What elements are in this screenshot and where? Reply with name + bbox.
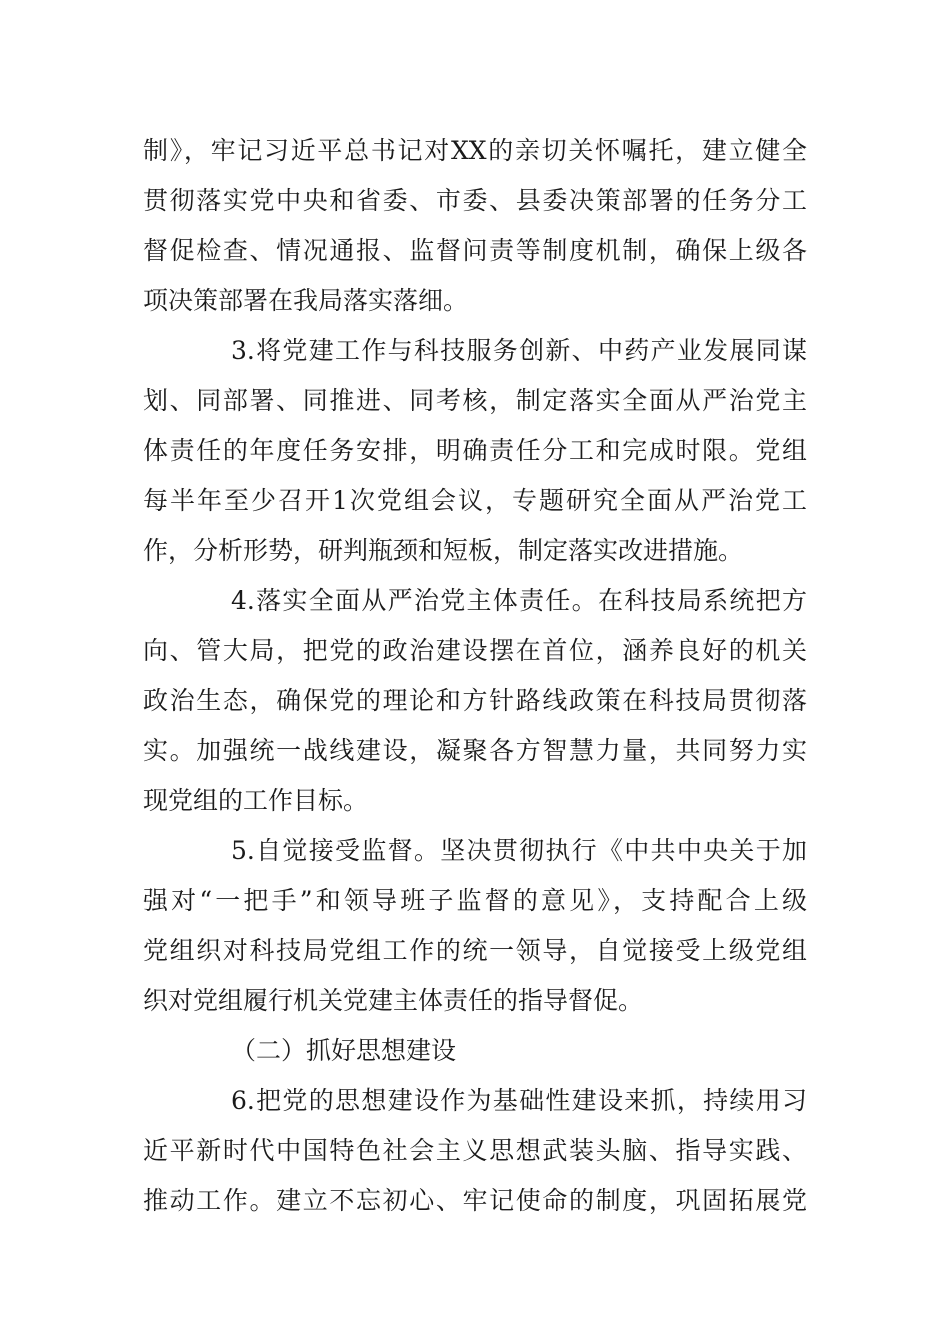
paragraph-item-4	[143, 576, 807, 826]
section-heading-text: （二）抓好思想建设	[231, 1036, 457, 1065]
text-line: 政治生态，确保党的理论和方针路线政策在科技局贯彻落	[143, 686, 807, 715]
text-line: 作，分析形势，研判瓶颈和短板，制定落实改进措施。	[143, 536, 744, 565]
text-line: 6.把党的思想建设作为基础性建设来抓，持续用习	[231, 1086, 807, 1115]
text-line: 推动工作。建立不忘初心、牢记使命的制度，巩固拓展党	[143, 1186, 807, 1215]
text-line: 向、管大局，把党的政治建设摆在首位，涵养良好的机关	[143, 636, 807, 665]
text-line: 现党组的工作目标。	[143, 786, 369, 815]
text-line: 贯彻落实党中央和省委、市委、县委决策部署的任务分工	[143, 186, 807, 215]
text-line: 近平新时代中国特色社会主义思想武装头脑、指导实践、	[143, 1136, 807, 1165]
text-line: 4.落实全面从严治党主体责任。在科技局系统把方	[231, 586, 807, 615]
paragraph-item-5	[143, 826, 807, 1026]
section-heading-2	[143, 1026, 807, 1076]
text-line: 5.自觉接受监督。坚决贯彻执行《中共中央关于加	[231, 836, 807, 865]
text-line: 每半年至少召开1次党组会议，专题研究全面从严治党工	[143, 486, 807, 515]
text-line: 党组织对科技局党组工作的统一领导，自觉接受上级党组	[143, 936, 807, 965]
text-line: 督促检查、情况通报、监督问责等制度机制，确保上级各	[143, 236, 807, 265]
text-line: 制》，牢记习近平总书记对XX的亲切关怀嘱托，建立健全	[143, 136, 807, 165]
text-line: 划、同部署、同推进、同考核，制定落实全面从严治党主	[143, 386, 807, 415]
paragraph-continued	[143, 126, 807, 326]
text-line: 体责任的年度任务安排，明确责任分工和完成时限。党组	[143, 436, 807, 465]
text-line: 项决策部署在我局落实落细。	[143, 286, 469, 315]
text-line: 3.将党建工作与科技服务创新、中药产业发展同谋	[231, 336, 807, 365]
text-line: 织对党组履行机关党建主体责任的指导督促。	[143, 986, 644, 1015]
document-body	[143, 126, 807, 1226]
text-line: 强对“一把手”和领导班子监督的意见》，支持配合上级	[143, 886, 807, 915]
paragraph-item-6	[143, 1076, 807, 1226]
paragraph-item-3	[143, 326, 807, 576]
text-line: 实。加强统一战线建设，凝聚各方智慧力量，共同努力实	[143, 736, 807, 765]
